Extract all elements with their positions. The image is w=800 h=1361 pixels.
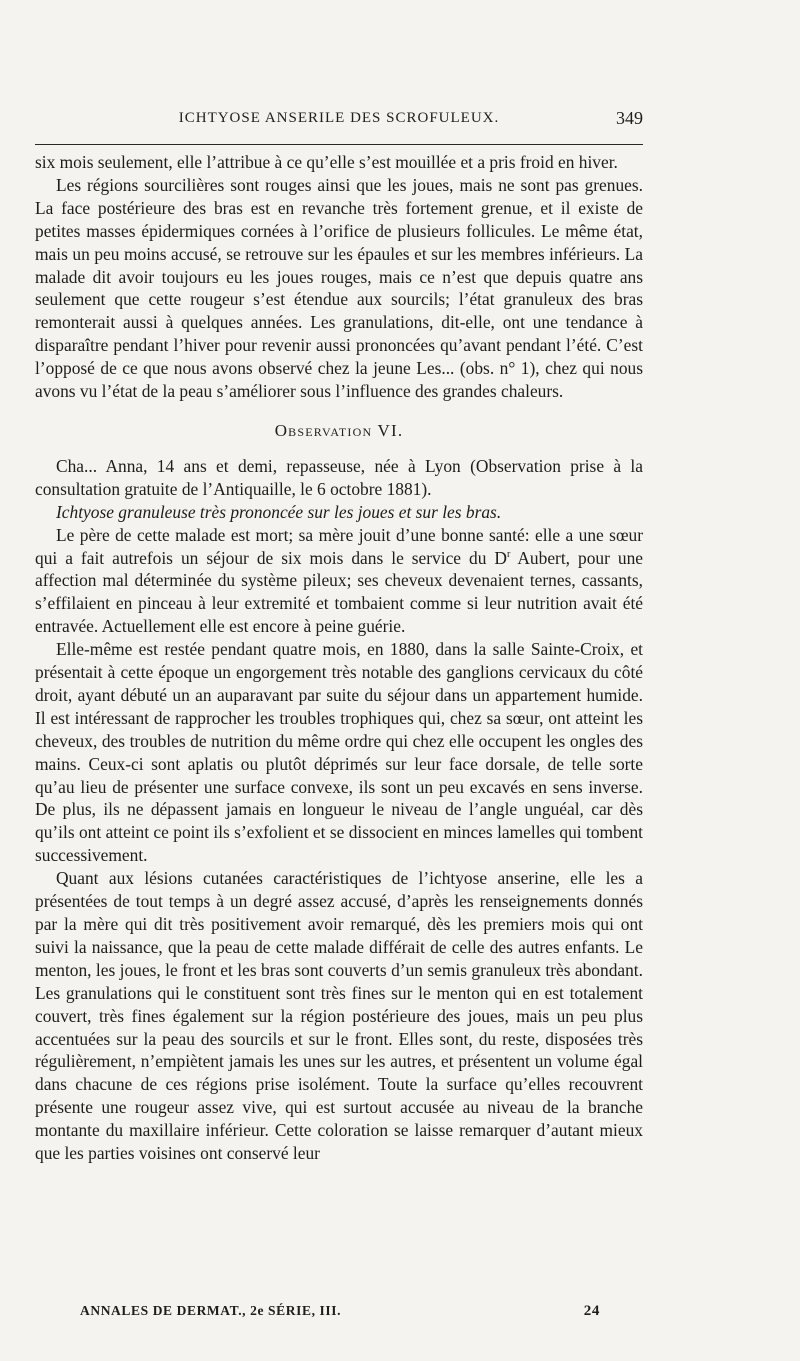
family-text-b: Aubert, pour une affection mal déterminée du système pileux; ses cheveux devenaient ternes, cassants, s’effilaient en pinceau à leur extremité et tombaient comme si leur nutrition avait été entravée. Actuellement elle est encore à peine guérie. bbox=[35, 547, 643, 637]
header-rule bbox=[35, 144, 643, 145]
running-header bbox=[35, 108, 643, 132]
sheet-signature: 24 bbox=[583, 1303, 600, 1319]
observation-diagnosis: Ichtyose granuleuse très prononcée sur les joues et sur les bras. bbox=[56, 501, 502, 522]
section-title: Observation VI. bbox=[274, 420, 404, 440]
page-number: 349 bbox=[616, 108, 643, 128]
paragraph-sourcils: Les régions sourcilières sont rouges ainsi que les joues, mais ne sont pas grenues. La face postérieure des bras est en revanche très fortement grenue, et il existe de petites masses épidermiques cornées à l’orifice de plusieurs follicules. Le même état, mais un peu moins accusé, se retrouve sur les épaules et sur les membres inférieurs. La malade dit avoir toujours eu les joues rouges, mais ce n’est que depuis quatre ans seulement que cette rougeur s’est étendue aux sourcils; l’état granuleux des bras remonterait aussi à quelques années. Les granulations, dit-elle, ont une tendance à disparaître pendant l’hiver pour revenir aussi prononcées qu’avant pendant l’été. C’est l’opposé de ce que nous avons observé chez la jeune Les... (obs. n° 1), chez qui nous avons vu l’état de la peau s’améliorer sous l’influence des grandes chaleurs. bbox=[35, 174, 643, 402]
paragraph-family bbox=[35, 524, 643, 639]
journal-signature: ANNALES DE DERMAT., 2e SÉRIE, III. bbox=[80, 1303, 342, 1318]
paragraph-lesions: Quant aux lésions cutanées caractéristiques de l’ichtyose anserine, elle les a présentées de tout temps à un degré assez accusé, d’après les renseignements donnés par la mère qui dit très positivement avoir remarqué, dès les premiers mois qui ont suivi la naissance, que la peau de cette malade différait de celle des autres enfants. Le menton, les joues, le front et les bras sont couverts d’un semis granuleux très abondant. Les granulations qui le constituent sont très fines sur le menton qui en est totalement couvert, très fines également sur la région postérieure des joues, mais un peu plus accentuées sur la peau des sourcils et sur le front. Elles sont, du reste, disposées très régulièrement, n’empiètent jamais les unes sur les autres, et présentent un volume égal dans chacune de ces régions prise isolément. Toute la surface qu’elles recouvrent présente une rougeur assez vive, qui est surtout accusée au niveau de la branche montante du maxillaire inférieur. Cette coloration se laisse remarquer d’autant mieux que les parties voisines ont conservé leur bbox=[35, 868, 643, 1164]
body-text bbox=[35, 151, 643, 1165]
observation-intro: Cha... Anna, 14 ans et demi, repasseuse, née à Lyon (Observation prise à la consultation gratuite de l’Antiquaille, le 6 octobre 1881). bbox=[35, 455, 643, 499]
footer bbox=[80, 1303, 600, 1325]
paragraph-patient-history: Elle-même est restée pendant quatre mois, en 1880, dans la salle Sainte-Croix, et présentait à cette époque un engorgement très notable des ganglions cervicaux du côté droit, ayant débuté un an auparavant par suite du séjour dans un appartement humide. Il est intéressant de rapprocher les troubles trophiques qui, chez sa sœur, ont atteint les cheveux, des troubles de nutrition du même ordre qui chez elle occupent les ongles des mains. Ceux-ci sont aplatis ou plutôt déprimés sur leur face dorsale, de telle sorte qu’au lieu de présenter une surface convexe, ils sont un peu excavés en sens inverse. De plus, ils ne dépassent jamais en longueur le niveau de l’angle unguéal, car dès qu’ils ont atteint ce point ils s’exfolient et se dissocient en minces lamelles qui tombent successivement. bbox=[35, 639, 643, 866]
family-text-a: Le père de cette malade est mort; sa mère jouit d’une bonne santé: elle a une sœur qui a fait autrefois un séjour de six mois dans le service du D bbox=[35, 524, 643, 568]
doctor-superscript: r bbox=[506, 548, 511, 560]
running-title: ICHTYOSE ANSERILE DES SCROFULEUX. bbox=[178, 110, 500, 126]
paragraph-continuation: six mois seulement, elle l’attribue à ce qu’elle s’est mouillée et a pris froid en hiver. bbox=[35, 152, 618, 172]
